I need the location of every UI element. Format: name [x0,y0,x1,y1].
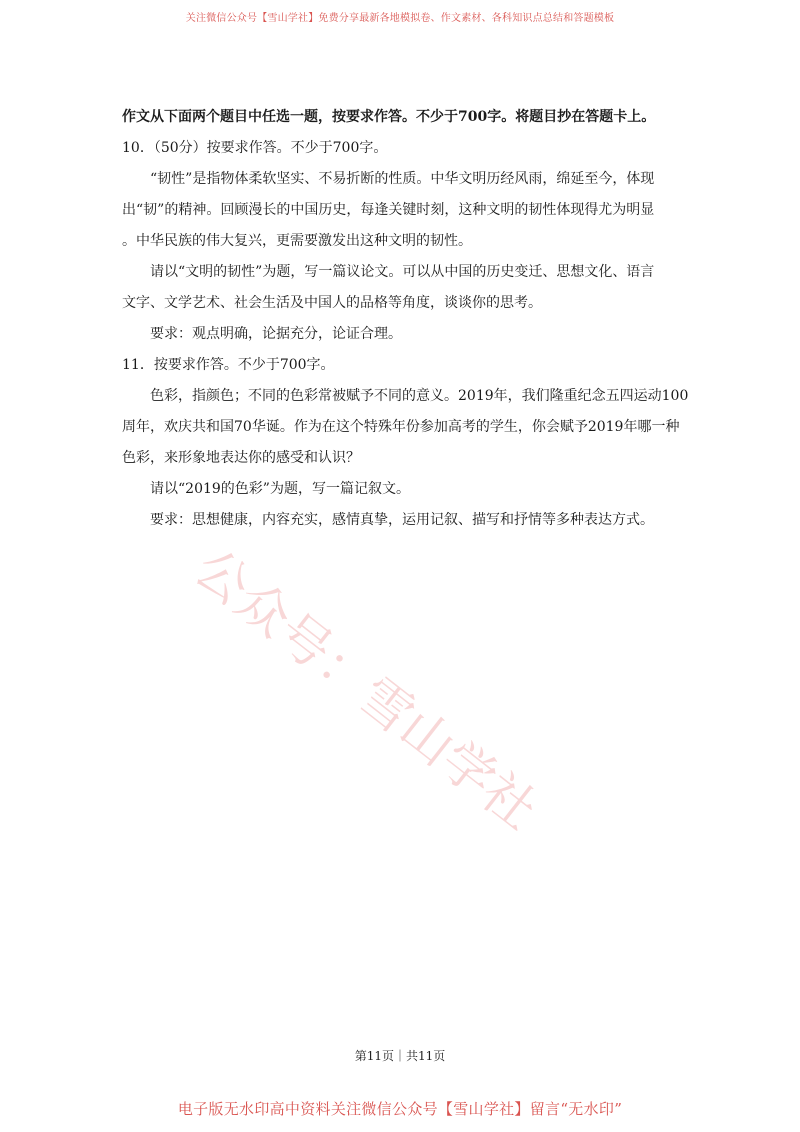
question-10-text: “韧性”是指物体柔软坚实、不易折断的性质。中华文明历经风雨，绵延至今，体现 [150,171,655,187]
question-11-prompt: 请以“2019的色彩”为题，写一篇记叙文。 [150,481,410,497]
question-11-text: 周年，欢庆共和国70华诞。作为在这个特殊年份参加高考的学生，你会赋予2019年哪一种 [122,419,680,435]
header-promo-note: 关注微信公众号【雪山学社】免费分享最新各地模拟卷、作文素材、各科知识点总结和答题模板 [185,13,615,24]
question-10-prompt: 文字、文学艺术、社会生活及中国人的品格等角度，谈谈你的思考。 [122,295,542,311]
question-10-requirement: 要求：观点明确，论据充分，论证合理。 [150,326,402,342]
essay-questions [122,102,689,536]
question-11-text: 色彩，来形象地表达你的感受和认识？ [122,450,360,466]
question-10-text: 出“韧”的精神。回顾漫长的中国历史，每逢关键时刻，这种文明的韧性体现得尤为明显 [122,202,655,218]
question-11-requirement: 要求：思想健康，内容充实，感情真挚，运用记叙、描写和抒情等多种表达方式。 [150,512,654,528]
page-number: 第11页｜共11页 [354,1049,446,1063]
question-10-title: 10．（50分）按要求作答。不少于700字。 [122,140,388,156]
footer-promo-note: 电子版无水印高中资料关注微信公众号【雪山学社】留言“无水印” [177,1100,623,1118]
watermark: 公众号：雪山学社 [183,538,548,842]
essay-instruction: 作文从下面两个题目中任选一题，按要求作答。不少于700字。将题目抄在答题卡上。 [122,109,656,125]
question-10-prompt: 请以“文明的韧性”为题，写一篇议论文。可以从中国的历史变迁、思想文化、语言 [150,264,655,280]
question-11-title: 11．按要求作答。不少于700字。 [122,357,335,373]
question-11-text: 色彩，指颜色；不同的色彩常被赋予不同的意义。2019年，我们隆重纪念五四运动100 [150,388,689,404]
question-10-text: 。中华民族的伟大复兴，更需要激发出这种文明的韧性。 [122,233,472,249]
